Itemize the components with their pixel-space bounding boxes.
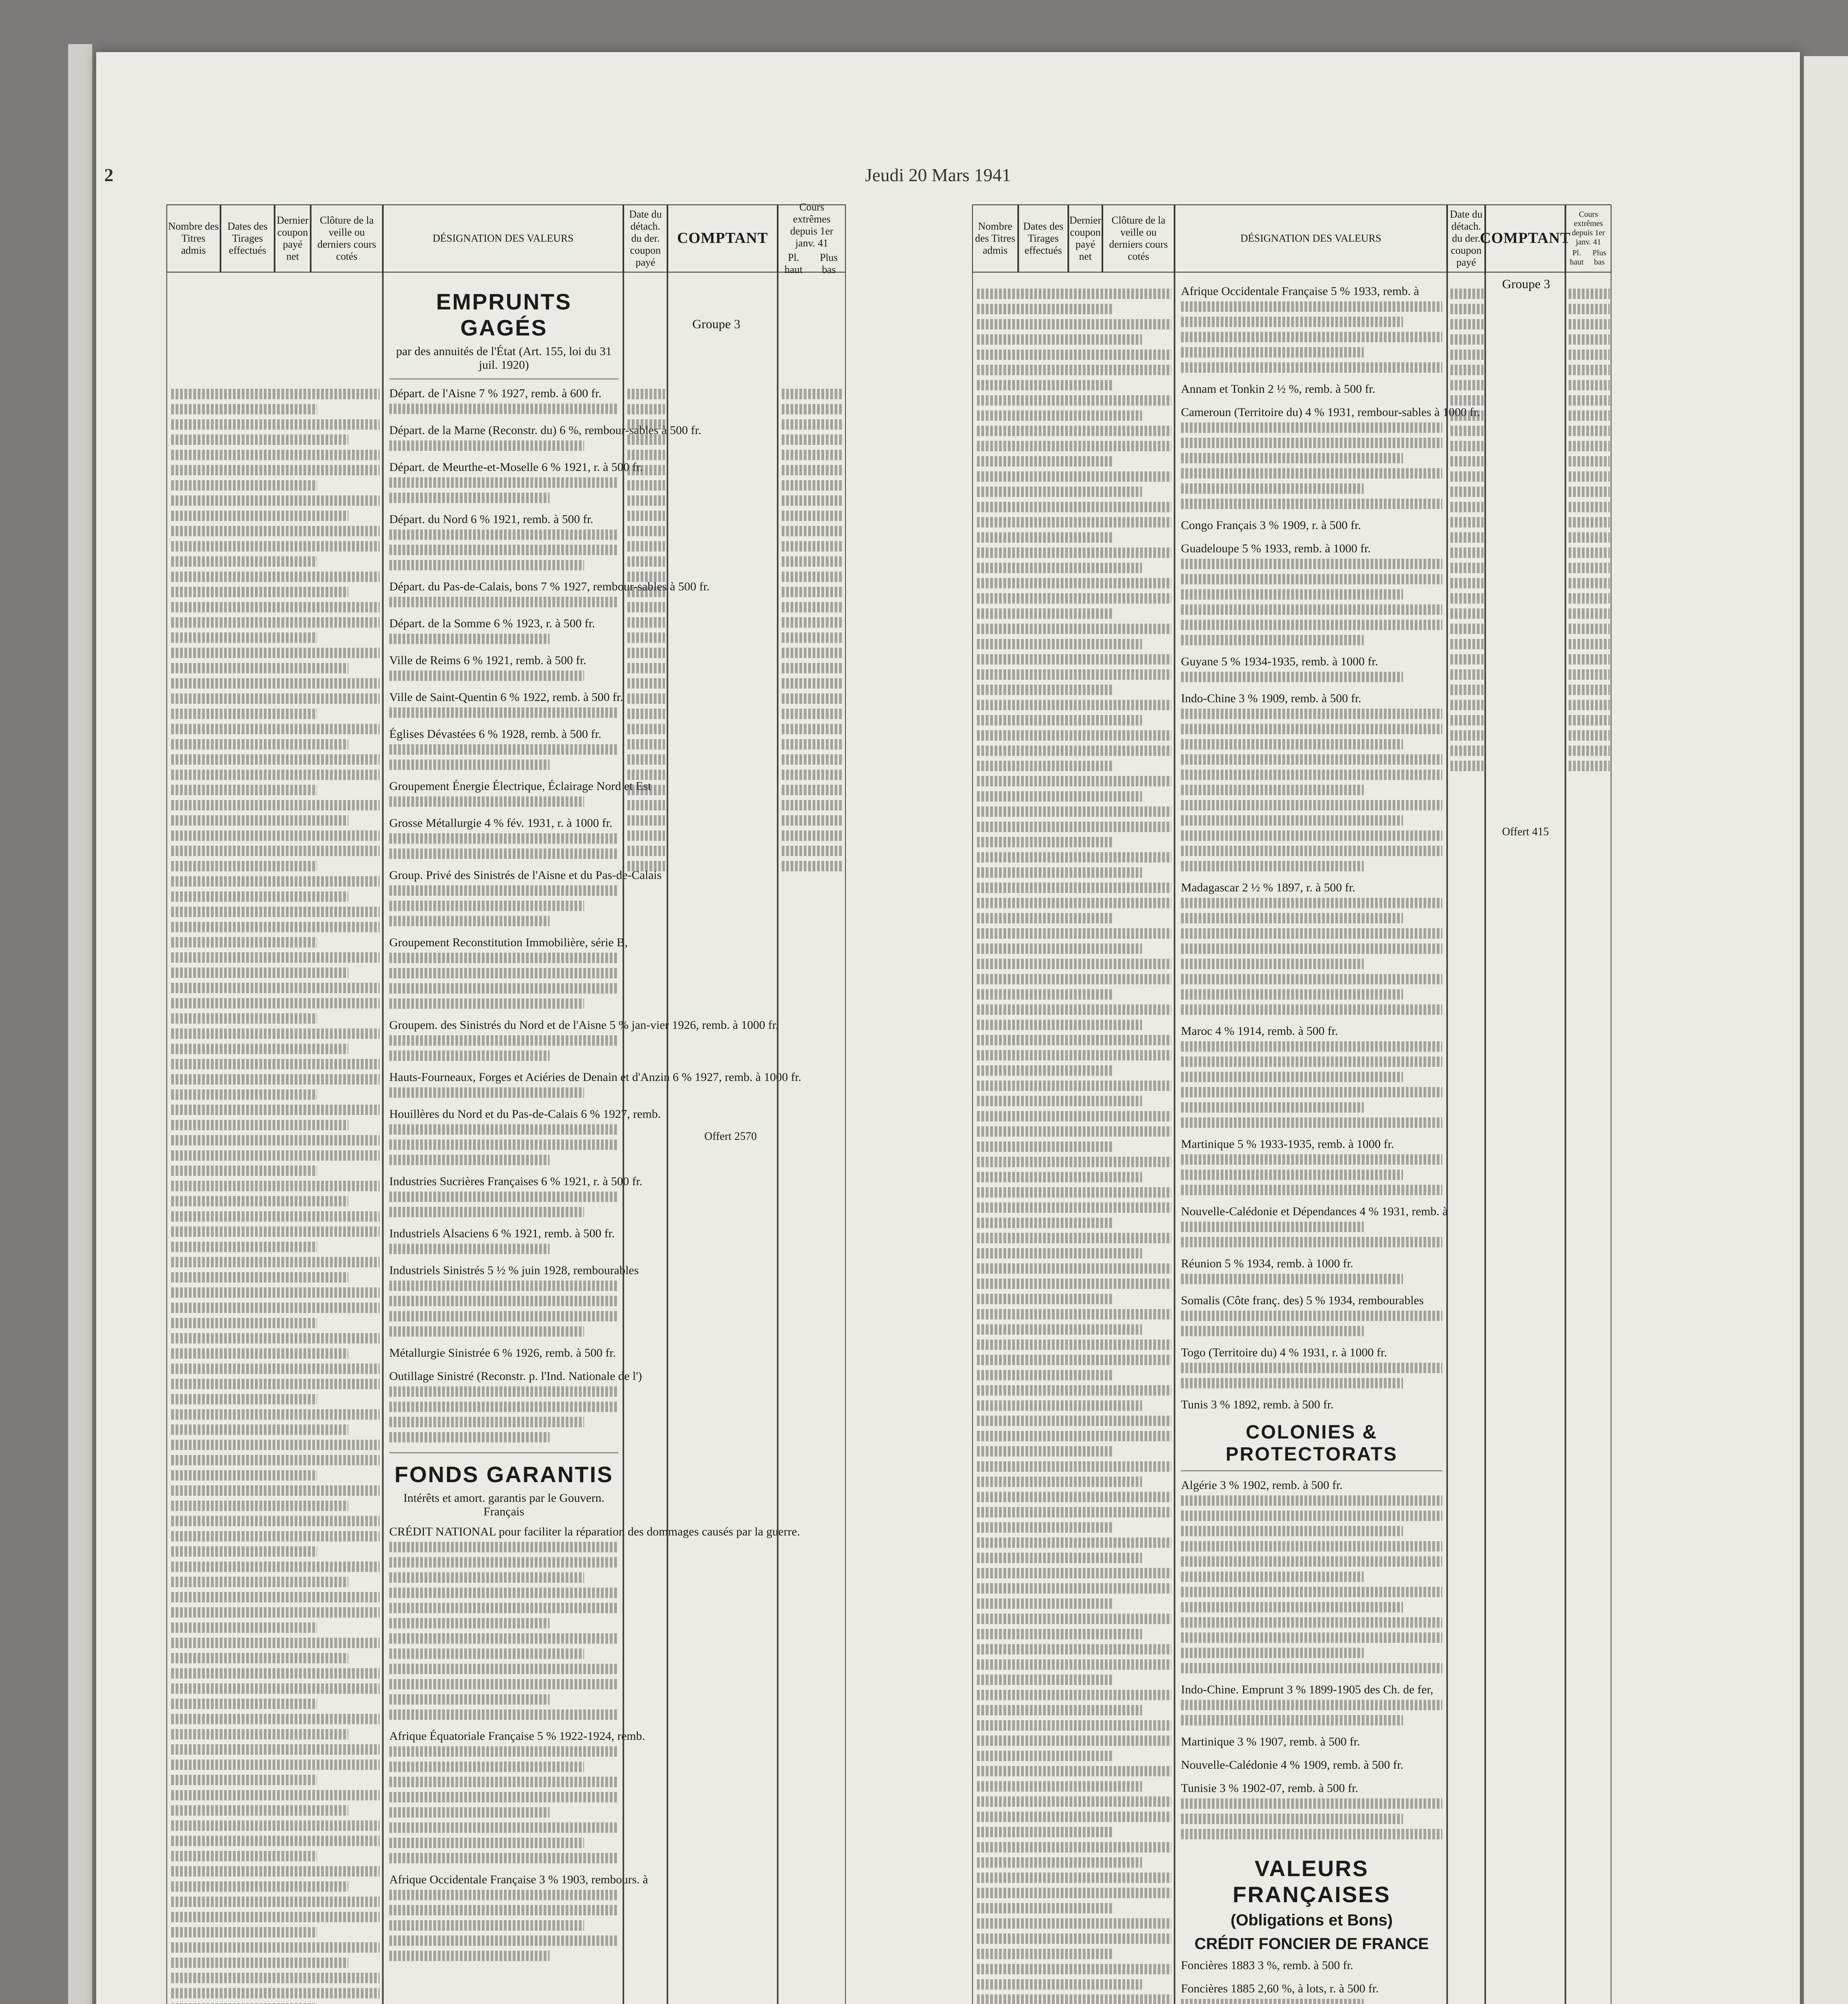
entry-left-10: Grosse Métallurgie 4 % fév. 1931, r. à 1000 fr. bbox=[389, 816, 613, 830]
entry-left-12: Groupement Reconstitution Immobilière, série B, bbox=[389, 936, 628, 949]
entry-right-19: Tunisie 3 % 1902-07, remb. à 500 fr. bbox=[1181, 1782, 1359, 1795]
col-cloture-right: Clôture de la veille ou derniers cours cotés bbox=[1102, 204, 1175, 273]
entry-right-14: Tunis 3 % 1892, remb. à 500 fr. bbox=[1181, 1398, 1334, 1411]
col-comptant-right: COMPTANT bbox=[1485, 204, 1565, 273]
page-header bbox=[104, 164, 1587, 192]
col-designation: DÉSIGNATION DES VALEURS bbox=[383, 204, 623, 273]
plus-bas-label-right: Plus bas bbox=[1592, 248, 1606, 267]
entry-left-19: Métallurgie Sinistrée 6 % 1926, remb. à 500 fr. bbox=[389, 1346, 616, 1360]
entry-left-23: Afrique Occidentale Française 3 % 1903, rembours. à bbox=[389, 1873, 648, 1886]
entry-right-13: Togo (Territoire du) 4 % 1931, r. à 1000 fr. bbox=[1181, 1346, 1387, 1359]
entry-right-12: Somalis (Côte franç. des) 5 % 1934, rembourables bbox=[1181, 1294, 1424, 1307]
entry-right-21: Foncières 1885 2,60 %, à lots, r. à 500 fr. bbox=[1181, 1982, 1379, 1995]
valeurs-francaises-subtitle: (Obligations et Bons) bbox=[1230, 1911, 1393, 1929]
right-half bbox=[972, 204, 1611, 2004]
entry-right-18: Nouvelle-Calédonie 4 % 1909, remb. à 500 fr. bbox=[1181, 1758, 1403, 1772]
col-dernier-coupon: Dernier coupon payé net bbox=[275, 204, 311, 273]
entry-left-21: CRÉDIT NATIONAL pour faciliter la réparation des dommages causés par la guerre. bbox=[389, 1525, 800, 1538]
entry-left-15: Houillères du Nord et du Pas-de-Calais 6 % 1927, remb. bbox=[389, 1107, 661, 1121]
col-date-detach: Date du détach. du der. coupon payé bbox=[623, 204, 667, 273]
entry-left-4: Départ. du Pas-de-Calais, bons 7 % 1927, rembour-sables à 500 fr. bbox=[389, 580, 710, 593]
fonds-garantis-subtitle: Intérêts et amort. garantis par le Gouvern. Français bbox=[403, 1491, 605, 1518]
left-comptant-column bbox=[667, 273, 778, 2004]
entry-left-14: Hauts-Fourneaux, Forges et Aciéries de Denain et d'Anzin 6 % 1927, remb. à 1000 fr. bbox=[389, 1071, 801, 1084]
col-cloture: Clôture de la veille ou derniers cours cotés bbox=[311, 204, 383, 273]
entry-right-20: Foncières 1883 3 %, remb. à 500 fr. bbox=[1181, 1959, 1353, 1972]
entry-left-22: Afrique Équatoriale Française 5 % 1922-1924, remb. bbox=[389, 1729, 645, 1743]
entry-right-7: Madagascar 2 ½ % 1897, r. à 500 fr. bbox=[1181, 881, 1355, 894]
quotation-table bbox=[166, 201, 1611, 2004]
entry-left-7: Ville de Saint-Quentin 6 % 1922, remb. à 500 fr. bbox=[389, 691, 623, 704]
entry-left-6: Ville de Reims 6 % 1921, remb. à 500 fr. bbox=[389, 654, 586, 667]
entry-right-6: Indo-Chine 3 % 1909, remb. à 500 fr. bbox=[1181, 692, 1361, 705]
entry-right-5: Guyane 5 % 1934-1935, remb. à 1000 fr. bbox=[1181, 655, 1378, 668]
fonds-garantis-title: FONDS GARANTIS bbox=[394, 1462, 613, 1487]
entry-right-1: Annam et Tonkin 2 ½ %, remb. à 500 fr. bbox=[1181, 382, 1375, 396]
page-date: Jeudi 20 Mars 1941 bbox=[865, 165, 1011, 185]
entry-right-3: Congo Français 3 % 1909, r. à 500 fr. bbox=[1181, 519, 1361, 532]
emprunts-gages-subtitle: par des annuités de l'État (Art. 155, loi du 31 juil. 1920) bbox=[396, 345, 612, 372]
page-number: 2 bbox=[104, 165, 113, 185]
col-dernier-coupon-right: Dernier coupon payé net bbox=[1068, 204, 1102, 273]
entry-left-1: Départ. de la Marne (Reconstr. du) 6 %, rembour-sables à 500 fr. bbox=[389, 424, 702, 437]
pl-haut-label-right: Pl. haut bbox=[1570, 248, 1584, 267]
entry-right-4: Guadeloupe 5 % 1933, remb. à 1000 fr. bbox=[1181, 542, 1371, 555]
entry-left-11: Group. Privé des Sinistrés de l'Aisne et du Pas-de-Calais bbox=[389, 869, 662, 882]
right-date-column bbox=[1447, 273, 1485, 2004]
right-offert-note: Offert 415 bbox=[1502, 826, 1549, 838]
entry-left-18: Industriels Sinistrés 5 ½ % juin 1928, rembourables bbox=[389, 1264, 639, 1277]
entry-left-2: Départ. de Meurthe-et-Moselle 6 % 1921, r. à 500 fr. bbox=[389, 461, 643, 474]
left-numeric-columns bbox=[166, 273, 383, 2004]
left-offert-note: Offert 2570 bbox=[704, 1130, 757, 1143]
right-numeric-columns bbox=[972, 273, 1175, 2004]
emprunts-gages-title: EMPRUNTS GAGÉS bbox=[436, 289, 572, 340]
col-cours-extremes-right bbox=[1565, 204, 1611, 273]
entry-right-11: Réunion 5 % 1934, remb. à 1000 fr. bbox=[1181, 1257, 1353, 1270]
col-nombre-titres-right: Nombre des Titres admis bbox=[972, 204, 1018, 273]
entry-left-0: Départ. de l'Aisne 7 % 1927, remb. à 600 fr. bbox=[389, 387, 602, 400]
entry-right-2: Cameroun (Territoire du) 4 % 1931, rembour-sables à 1000 fr. bbox=[1181, 406, 1480, 419]
entry-right-8: Maroc 4 % 1914, remb. à 500 fr. bbox=[1181, 1024, 1338, 1038]
cours-extremes-label: Cours extrêmes depuis 1er janv. 41 bbox=[790, 201, 833, 249]
entry-right-10: Nouvelle-Calédonie et Dépendances 4 % 1931, remb. à bbox=[1181, 1205, 1448, 1218]
entry-right-9: Martinique 5 % 1933-1935, remb. à 1000 fr. bbox=[1181, 1137, 1394, 1151]
cours-extremes-label-right: Cours extrêmes depuis 1er janv. 41 bbox=[1572, 210, 1605, 246]
right-cours-columns bbox=[1565, 273, 1611, 2004]
adjacent-page-edge bbox=[1804, 56, 1848, 2004]
left-groupe-label: Groupe 3 bbox=[692, 317, 740, 331]
left-date-column bbox=[623, 273, 667, 2004]
valeurs-francaises-title: VALEURS FRANÇAISES bbox=[1232, 1856, 1391, 1907]
left-cours-columns bbox=[778, 273, 846, 2004]
colonies-protectorats-title: COLONIES & PROTECTORATS bbox=[1225, 1422, 1398, 1465]
plus-bas-label: Plus bas bbox=[820, 251, 838, 275]
entry-right-0: Afrique Occidentale Française 5 % 1933, remb. à bbox=[1181, 285, 1419, 298]
entry-left-20: Outillage Sinistré (Reconstr. p. l'Ind. Nationale de l') bbox=[389, 1370, 642, 1383]
col-date-detach-right: Date du détach. du der. coupon payé bbox=[1447, 204, 1485, 273]
entry-right-15: Algérie 3 % 1902, remb. à 500 fr. bbox=[1181, 1479, 1343, 1492]
col-comptant: COMPTANT bbox=[667, 204, 778, 273]
entry-left-16: Industries Sucrières Françaises 6 % 1921, r. à 500 fr. bbox=[389, 1175, 643, 1188]
right-comptant-column bbox=[1485, 273, 1565, 2004]
col-dates-tirages-right: Dates des Tirages effectués bbox=[1018, 204, 1068, 273]
right-groupe-label: Groupe 3 bbox=[1502, 277, 1550, 291]
entry-left-17: Industriels Alsaciens 6 % 1921, remb. à 500 fr. bbox=[389, 1227, 615, 1240]
entry-left-13: Groupem. des Sinistrés du Nord et de l'Aisne 5 % jan-vier 1926, remb. à 1000 fr. bbox=[389, 1018, 779, 1032]
left-half bbox=[166, 201, 962, 2004]
entry-left-9: Groupement Énergie Électrique, Éclairage Nord et Est bbox=[389, 780, 651, 793]
entry-left-3: Départ. du Nord 6 % 1921, remb. à 500 fr. bbox=[389, 513, 594, 526]
entry-right-17: Martinique 3 % 1907, remb. à 500 fr. bbox=[1181, 1735, 1360, 1748]
binding-edge bbox=[68, 44, 92, 2004]
col-designation-right: DÉSIGNATION DES VALEURS bbox=[1175, 204, 1447, 273]
col-nombre-titres: Nombre des Titres admis bbox=[166, 204, 220, 273]
pl-haut-label: Pl. haut bbox=[784, 251, 803, 275]
right-designation-column bbox=[1175, 273, 1480, 2004]
entry-left-5: Départ. de la Somme 6 % 1923, r. à 500 fr. bbox=[389, 617, 595, 630]
entry-left-8: Églises Dévastées 6 % 1928, remb. à 500 fr. bbox=[389, 727, 602, 741]
col-dates-tirages: Dates des Tirages effectués bbox=[220, 204, 275, 273]
entry-right-16: Indo-Chine. Emprunt 3 % 1899-1905 des Ch. de fer, bbox=[1181, 1683, 1434, 1696]
credit-foncier-heading: CRÉDIT FONCIER DE FRANCE bbox=[1194, 1935, 1429, 1953]
col-cours-extremes bbox=[778, 201, 846, 275]
